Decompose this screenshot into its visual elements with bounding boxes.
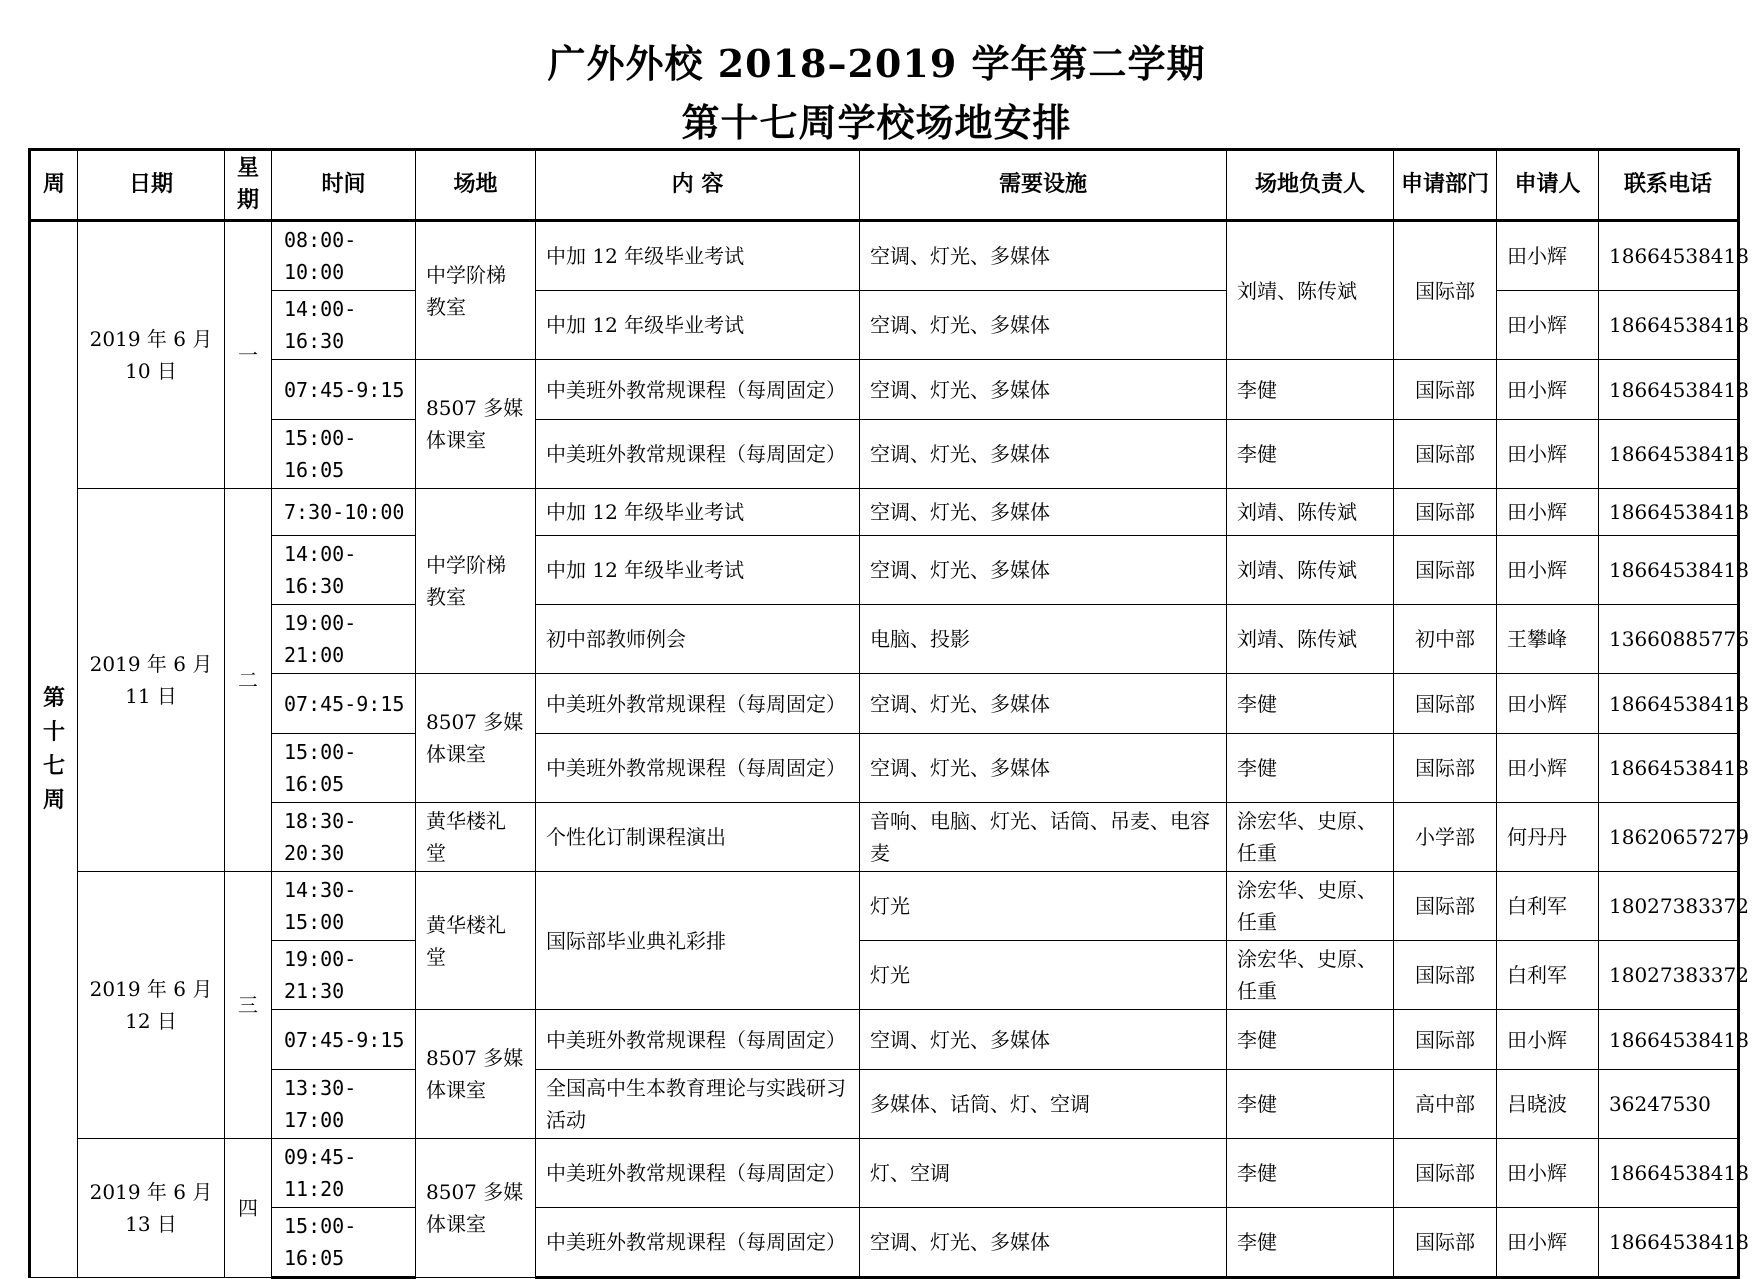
venue-schedule-table xyxy=(28,148,1749,1279)
dept-cell: 国际部 xyxy=(1394,536,1497,605)
facilities-cell: 灯、空调 xyxy=(860,1139,1227,1208)
venue-cell: 中学阶梯教室 xyxy=(416,489,536,674)
applicant-cell: 田小辉 xyxy=(1497,734,1599,803)
dept-cell: 高中部 xyxy=(1394,1070,1497,1139)
dept-cell: 国际部 xyxy=(1394,360,1497,420)
phone-cell: 18620657279 xyxy=(1599,803,1739,872)
table-row xyxy=(30,360,1739,420)
venue-cell: 8507 多媒体课室 xyxy=(416,1139,536,1278)
venue-cell: 中学阶梯教室 xyxy=(416,221,536,360)
facilities-cell: 电脑、投影 xyxy=(860,605,1227,674)
time-cell: 19:00-21:30 xyxy=(272,941,416,1010)
applicant-cell: 田小辉 xyxy=(1497,1139,1599,1208)
manager-cell: 李健 xyxy=(1227,734,1394,803)
phone-cell: 18664538418 xyxy=(1599,1139,1739,1208)
time-cell: 14:00-16:30 xyxy=(272,291,416,360)
phone-cell: 18027383372 xyxy=(1599,941,1739,1010)
dept-cell: 国际部 xyxy=(1394,1139,1497,1208)
applicant-cell: 田小辉 xyxy=(1497,221,1599,291)
applicant-cell: 王攀峰 xyxy=(1497,605,1599,674)
applicant-cell: 田小辉 xyxy=(1497,360,1599,420)
phone-cell: 18664538418 xyxy=(1599,536,1739,605)
weekday-cell: 三 xyxy=(225,872,272,1139)
phone-cell: 18664538418 xyxy=(1599,360,1739,420)
phone-cell: 18664538418 xyxy=(1599,1010,1739,1070)
header-weekday: 星期 xyxy=(225,150,272,221)
applicant-cell: 田小辉 xyxy=(1497,489,1599,536)
phone-cell: 13660885776 xyxy=(1599,605,1739,674)
weekday-cell: 二 xyxy=(225,489,272,872)
document-subtitle: 第十七周学校场地安排 xyxy=(681,100,1072,145)
table-row xyxy=(30,803,1739,872)
header-dept: 申请部门 xyxy=(1394,150,1497,221)
header-content: 内 容 xyxy=(536,150,860,221)
time-cell: 7:30-10:00 xyxy=(272,489,416,536)
content-cell: 中美班外教常规课程（每周固定） xyxy=(536,674,860,734)
applicant-cell: 白利军 xyxy=(1497,941,1599,1010)
manager-cell: 李健 xyxy=(1227,1010,1394,1070)
content-cell: 中美班外教常规课程（每周固定） xyxy=(536,1010,860,1070)
applicant-cell: 何丹丹 xyxy=(1497,803,1599,872)
applicant-cell: 白利军 xyxy=(1497,872,1599,941)
applicant-cell: 田小辉 xyxy=(1497,1208,1599,1278)
time-cell: 07:45-9:15 xyxy=(272,1010,416,1070)
content-cell: 个性化订制课程演出 xyxy=(536,803,860,872)
phone-cell: 18664538418 xyxy=(1599,674,1739,734)
dept-cell: 国际部 xyxy=(1394,734,1497,803)
venue-cell: 8507 多媒体课室 xyxy=(416,360,536,489)
time-cell: 07:45-9:15 xyxy=(272,360,416,420)
facilities-cell: 空调、灯光、多媒体 xyxy=(860,360,1227,420)
manager-cell: 刘靖、陈传斌 xyxy=(1227,605,1394,674)
table-row xyxy=(30,1139,1739,1208)
manager-cell: 李健 xyxy=(1227,1139,1394,1208)
manager-cell: 刘靖、陈传斌 xyxy=(1227,489,1394,536)
date-cell: 2019 年 6 月 13 日 xyxy=(78,1139,225,1278)
phone-cell: 18027383372 xyxy=(1599,872,1739,941)
table-row xyxy=(30,489,1739,536)
date-cell: 2019 年 6 月 12 日 xyxy=(78,872,225,1139)
table-row xyxy=(30,1208,1739,1278)
content-cell: 中美班外教常规课程（每周固定） xyxy=(536,734,860,803)
applicant-cell: 田小辉 xyxy=(1497,1010,1599,1070)
time-cell: 09:45-11:20 xyxy=(272,1139,416,1208)
header-manager: 场地负责人 xyxy=(1227,150,1394,221)
time-cell: 07:45-9:15 xyxy=(272,674,416,734)
applicant-cell: 田小辉 xyxy=(1497,420,1599,489)
manager-cell: 李健 xyxy=(1227,1070,1394,1139)
facilities-cell: 灯光 xyxy=(860,941,1227,1010)
table-row xyxy=(30,605,1739,674)
dept-cell: 国际部 xyxy=(1394,674,1497,734)
manager-cell: 李健 xyxy=(1227,420,1394,489)
time-cell: 13:30-17:00 xyxy=(272,1070,416,1139)
header-week: 周 xyxy=(30,150,78,221)
table-row xyxy=(30,941,1739,1010)
time-cell: 14:30-15:00 xyxy=(272,872,416,941)
header-facilities: 需要设施 xyxy=(860,150,1227,221)
phone-cell: 36247530 xyxy=(1599,1070,1739,1139)
dept-cell: 国际部 xyxy=(1394,1010,1497,1070)
facilities-cell: 空调、灯光、多媒体 xyxy=(860,734,1227,803)
header-row xyxy=(30,150,1739,221)
dept-cell: 国际部 xyxy=(1394,489,1497,536)
content-cell: 中美班外教常规课程（每周固定） xyxy=(536,1139,860,1208)
facilities-cell: 空调、灯光、多媒体 xyxy=(860,1010,1227,1070)
manager-cell: 刘靖、陈传斌 xyxy=(1227,221,1394,360)
content-cell: 初中部教师例会 xyxy=(536,605,860,674)
table-row xyxy=(30,536,1739,605)
week-label: 第 十 七 周 xyxy=(30,221,78,1278)
header-date: 日期 xyxy=(78,150,225,221)
content-cell: 全国高中生本教育理论与实践研习活动 xyxy=(536,1070,860,1139)
facilities-cell: 空调、灯光、多媒体 xyxy=(860,420,1227,489)
facilities-cell: 音响、电脑、灯光、话筒、吊麦、电容麦 xyxy=(860,803,1227,872)
facilities-cell: 灯光 xyxy=(860,872,1227,941)
time-cell: 15:00-16:05 xyxy=(272,420,416,489)
content-cell: 中美班外教常规课程（每周固定） xyxy=(536,1208,860,1278)
time-cell: 18:30-20:30 xyxy=(272,803,416,872)
content-cell: 中加 12 年级毕业考试 xyxy=(536,489,860,536)
manager-cell: 涂宏华、史原、任重 xyxy=(1227,803,1394,872)
dept-cell: 国际部 xyxy=(1394,941,1497,1010)
applicant-cell: 田小辉 xyxy=(1497,674,1599,734)
venue-cell: 8507 多媒体课室 xyxy=(416,674,536,803)
time-cell: 14:00-16:30 xyxy=(272,536,416,605)
manager-cell: 李健 xyxy=(1227,1208,1394,1278)
facilities-cell: 空调、灯光、多媒体 xyxy=(860,1208,1227,1278)
table-row xyxy=(30,1010,1739,1070)
dept-cell: 国际部 xyxy=(1394,221,1497,360)
content-cell: 中加 12 年级毕业考试 xyxy=(536,291,860,360)
facilities-cell: 空调、灯光、多媒体 xyxy=(860,536,1227,605)
date-cell: 2019 年 6 月 10 日 xyxy=(78,221,225,489)
facilities-cell: 空调、灯光、多媒体 xyxy=(860,674,1227,734)
phone-cell: 18664538418 xyxy=(1599,291,1739,360)
content-cell: 国际部毕业典礼彩排 xyxy=(536,872,860,1010)
header-applicant: 申请人 xyxy=(1497,150,1599,221)
applicant-cell: 田小辉 xyxy=(1497,291,1599,360)
dept-cell: 国际部 xyxy=(1394,420,1497,489)
time-cell: 15:00-16:05 xyxy=(272,734,416,803)
content-cell: 中美班外教常规课程（每周固定） xyxy=(536,420,860,489)
applicant-cell: 吕晓波 xyxy=(1497,1070,1599,1139)
manager-cell: 刘靖、陈传斌 xyxy=(1227,536,1394,605)
phone-cell: 18664538418 xyxy=(1599,221,1739,291)
dept-cell: 小学部 xyxy=(1394,803,1497,872)
venue-cell: 黄华楼礼堂 xyxy=(416,872,536,1010)
time-cell: 15:00-16:05 xyxy=(272,1208,416,1278)
document-title: 广外外校 2018–2019 学年第二学期 xyxy=(547,41,1206,86)
weekday-cell: 一 xyxy=(225,221,272,489)
header-venue: 场地 xyxy=(416,150,536,221)
facilities-cell: 空调、灯光、多媒体 xyxy=(860,489,1227,536)
date-cell: 2019 年 6 月 11 日 xyxy=(78,489,225,872)
weekday-cell: 四 xyxy=(225,1139,272,1278)
manager-cell: 涂宏华、史原、任重 xyxy=(1227,941,1394,1010)
dept-cell: 国际部 xyxy=(1394,872,1497,941)
phone-cell: 18664538418 xyxy=(1599,734,1739,803)
table-row xyxy=(30,734,1739,803)
table-row xyxy=(30,221,1739,291)
phone-cell: 18664538418 xyxy=(1599,1208,1739,1278)
dept-cell: 国际部 xyxy=(1394,1208,1497,1278)
table-row xyxy=(30,1070,1739,1139)
facilities-cell: 空调、灯光、多媒体 xyxy=(860,221,1227,291)
facilities-cell: 多媒体、话筒、灯、空调 xyxy=(860,1070,1227,1139)
phone-cell: 18664538418 xyxy=(1599,489,1739,536)
table-row xyxy=(30,674,1739,734)
dept-cell: 初中部 xyxy=(1394,605,1497,674)
manager-cell: 李健 xyxy=(1227,674,1394,734)
content-cell: 中加 12 年级毕业考试 xyxy=(536,536,860,605)
schedule-body xyxy=(30,221,1749,1278)
content-cell: 中美班外教常规课程（每周固定） xyxy=(536,360,860,420)
applicant-cell: 田小辉 xyxy=(1497,536,1599,605)
time-cell: 08:00-10:00 xyxy=(272,221,416,291)
venue-cell: 黄华楼礼堂 xyxy=(416,803,536,872)
venue-cell: 8507 多媒体课室 xyxy=(416,1010,536,1139)
manager-cell: 涂宏华、史原、任重 xyxy=(1227,872,1394,941)
content-cell: 中加 12 年级毕业考试 xyxy=(536,221,860,291)
phone-cell: 18664538418 xyxy=(1599,420,1739,489)
table-row xyxy=(30,872,1739,941)
manager-cell: 李健 xyxy=(1227,360,1394,420)
header-phone: 联系电话 xyxy=(1599,150,1739,221)
header-time: 时间 xyxy=(272,150,416,221)
time-cell: 19:00-21:00 xyxy=(272,605,416,674)
facilities-cell: 空调、灯光、多媒体 xyxy=(860,291,1227,360)
table-row xyxy=(30,420,1739,489)
